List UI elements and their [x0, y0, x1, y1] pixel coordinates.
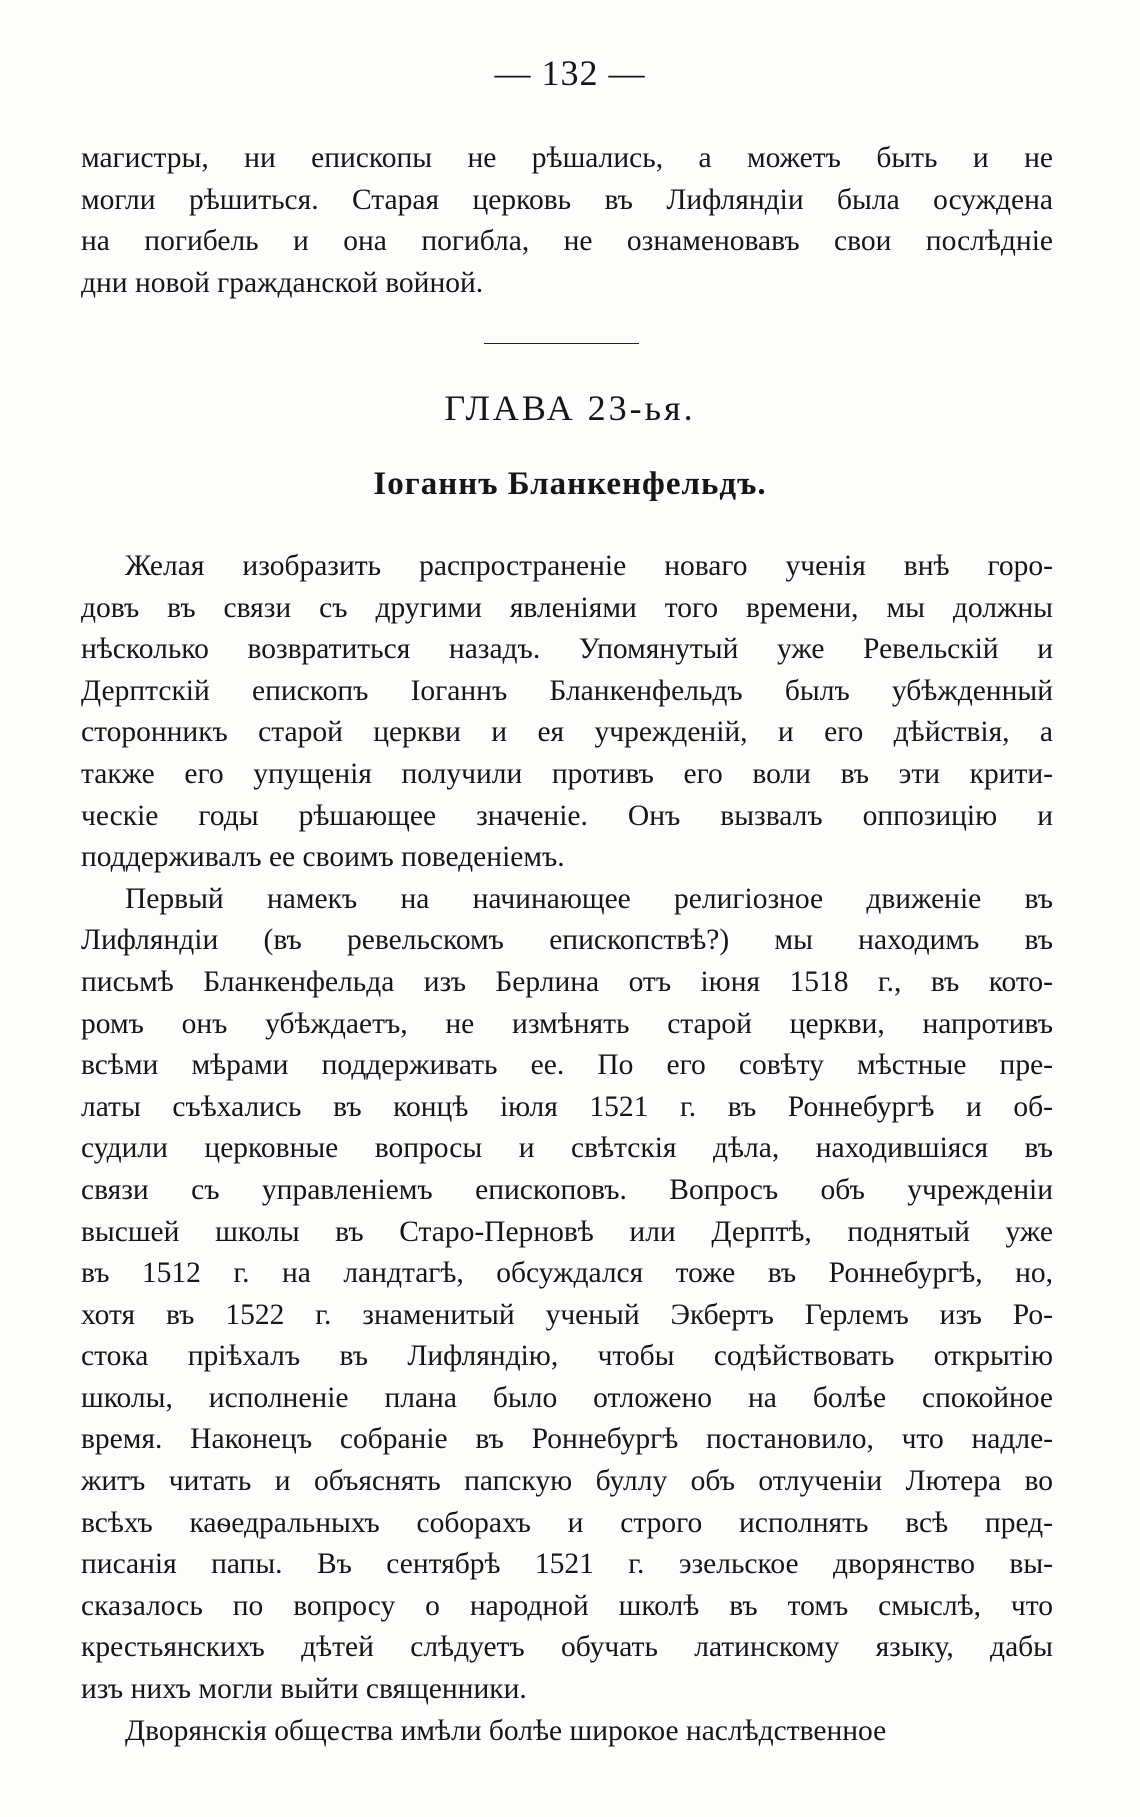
text-line: сторонникъ старой церкви и ея учрежденій, и его дѣйствія, а — [81, 716, 1053, 749]
chapter-title: ГЛАВА 23-ья. — [444, 388, 696, 428]
text-line: писанія папы. Въ сентябрѣ 1521 г. эзельское дворянство вы- — [81, 1548, 1053, 1581]
text-line: судили церковные вопросы и свѣтскія дѣла, находившіяся въ — [81, 1132, 1053, 1165]
text-line: нѣсколько возвратиться назадъ. Упомянутый уже Ревельскій и — [81, 633, 1053, 666]
chapter-body — [81, 546, 1053, 1752]
text-line: житъ читать и объяснять папскую буллу объ отлученіи Лютера во — [81, 1465, 1053, 1498]
text-line: всѣми мѣрами поддерживать ее. По его совѣту мѣстные пре- — [81, 1049, 1053, 1082]
text-line: дни новой гражданской войной. — [81, 266, 484, 299]
text-line: связи съ управленіемъ епископовъ. Вопросъ объ учрежденіи — [81, 1173, 1053, 1206]
text-line: также его упущенія получили противъ его воли въ эти крити- — [81, 757, 1053, 790]
text-line: Желая изобразить распространеніе новаго ученія внѣ горо- — [125, 550, 1053, 582]
intro-paragraph — [81, 138, 1053, 304]
text-line: стока пріѣхалъ въ Лифляндію, чтобы содѣйствовать открытію — [81, 1340, 1053, 1373]
text-line: хотя въ 1522 г. знаменитый ученый Экбертъ Герлемъ изъ Ро- — [81, 1298, 1053, 1331]
text-line: школы, исполненіе плана было отложено на болѣе спокойное — [81, 1381, 1053, 1414]
text-line: ромъ онъ убѣждаетъ, не измѣнять старой церкви, напротивъ — [81, 1007, 1053, 1040]
text-line: Первый намекъ на начинающее религіозное движеніе въ — [125, 882, 1053, 915]
text-line: довъ въ связи съ другими явленіями того времени, мы должны — [81, 591, 1053, 624]
text-line: время. Наконецъ собраніе въ Роннебургѣ постановило, что надле- — [81, 1423, 1053, 1456]
text-line: письмѣ Бланкенфельда изъ Берлина отъ іюня 1518 г., въ кото- — [81, 965, 1053, 998]
text-line: на погибель и она погибла, не ознаменовавъ свои послѣдніе — [81, 225, 1053, 258]
text-line: магистры, ни епископы не рѣшались, а можетъ быть и не — [81, 142, 1053, 174]
page-number: — 132 — — [494, 53, 646, 93]
text-line: въ 1512 г. на ландтагѣ, обсуждался тоже въ Роннебургѣ, но, — [81, 1257, 1053, 1290]
text-line: высшей школы въ Старо-Перновѣ или Дерптѣ, поднятый уже — [81, 1215, 1053, 1248]
text-line: латы съѣхались въ концѣ іюля 1521 г. въ Роннебургѣ и об- — [81, 1090, 1053, 1123]
chapter-subtitle: Іоганнъ Бланкенфельдъ. — [373, 466, 767, 502]
text-line: сказалось по вопросу о народной школѣ въ томъ смыслѣ, что — [81, 1589, 1053, 1622]
section-divider — [484, 343, 639, 344]
text-line: ческіе годы рѣшающее значеніе. Онъ вызвалъ оппозицію и — [81, 799, 1053, 832]
text-line: Дворянскія общества имѣли болѣе широкое наслѣдственное — [125, 1714, 887, 1747]
text-line: могли рѣшиться. Старая церковь въ Лифляндіи была осуждена — [81, 183, 1053, 216]
text-line: всѣхъ каѳедральныхъ соборахъ и строго исполнять всѣ пред- — [81, 1506, 1053, 1539]
text-line: крестьянскихъ дѣтей слѣдуетъ обучать латинскому языку, дабы — [81, 1631, 1053, 1664]
text-line: изъ нихъ могли выйти священники. — [81, 1673, 527, 1706]
text-line: Лифляндіи (въ ревельскомъ епископствѣ?) мы находимъ въ — [81, 924, 1053, 957]
text-line: поддерживалъ ее своимъ поведеніемъ. — [81, 841, 565, 874]
text-line: Дерптскій епископъ Іоганнъ Бланкенфельдъ былъ убѣжденный — [81, 674, 1053, 707]
